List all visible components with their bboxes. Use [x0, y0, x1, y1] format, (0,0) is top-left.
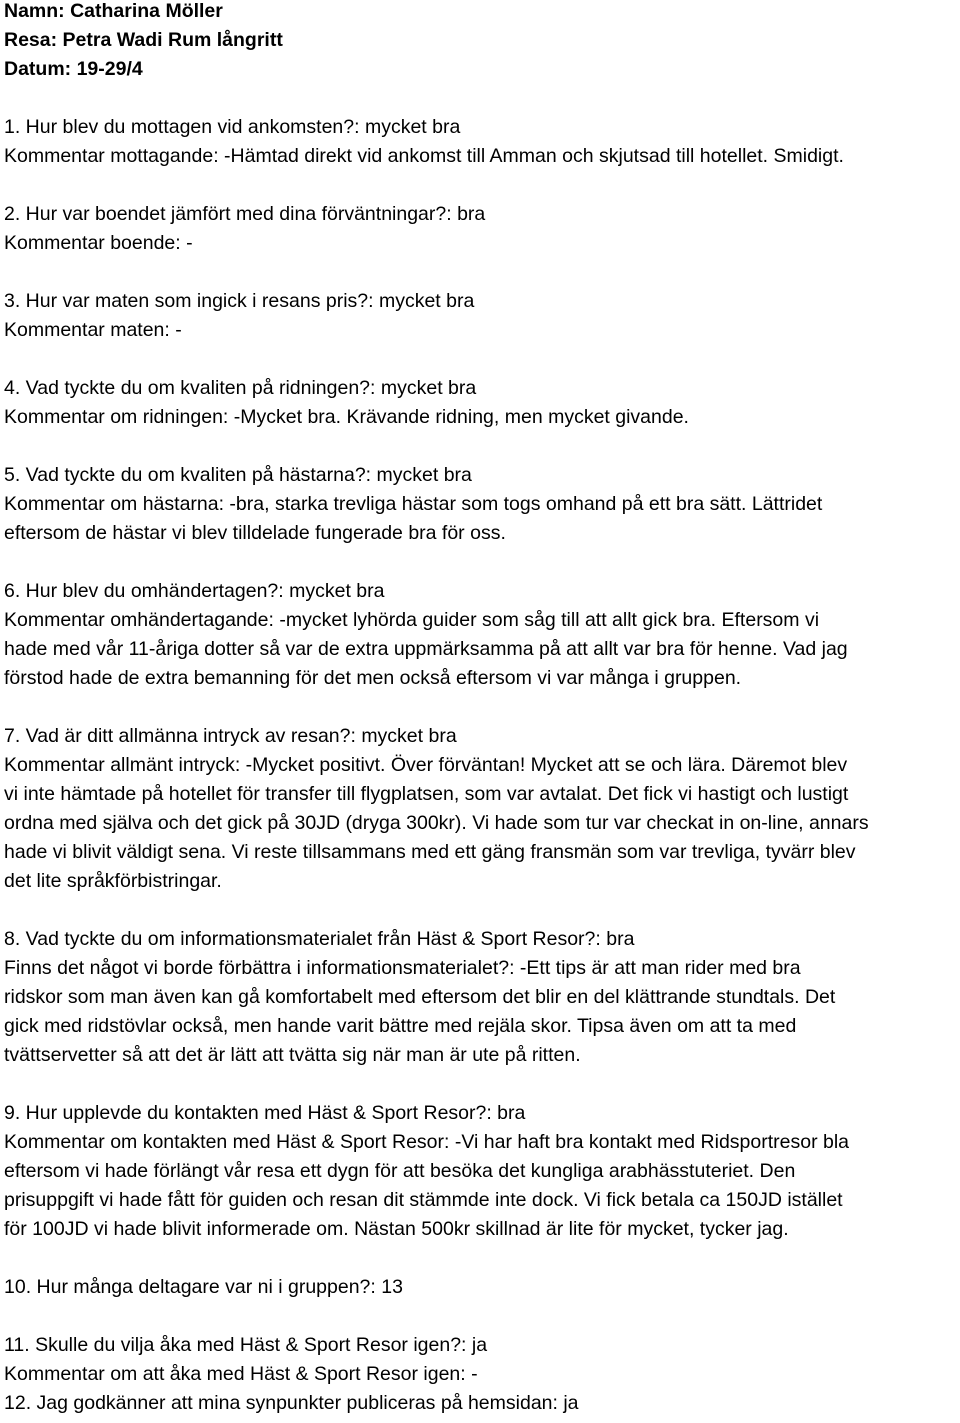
comment-line: eftersom de hästar vi blev tilldelade fungerade bra för oss. [4, 522, 506, 544]
comment-line: prisuppgift vi hade fått för guiden och resan dit stämmde inte dock. Vi fick betala ca 150JD istället [4, 1189, 843, 1211]
answer-block-12 [4, 1389, 958, 1418]
answer-block-9 [4, 1099, 958, 1244]
question-line: 5. Vad tyckte du om kvaliten på hästarna?: mycket bra [4, 464, 472, 486]
comment-line: Kommentar om ridningen: -Mycket bra. Krävande ridning, men mycket givande. [4, 406, 689, 428]
answers-list [4, 113, 958, 1418]
answer-block-4 [4, 374, 958, 432]
question-line: 7. Vad är ditt allmänna intryck av resan?: mycket bra [4, 725, 457, 747]
comment-line: det lite språkförbistringar. [4, 870, 222, 892]
question-line: 9. Hur upplevde du kontakten med Häst & Sport Resor?: bra [4, 1102, 526, 1124]
comment-line: Kommentar om hästarna: -bra, starka trevliga hästar som togs omhand på ett bra sätt. Lättridet [4, 493, 823, 515]
comment-line: Kommentar om att åka med Häst & Sport Resor igen: - [4, 1363, 478, 1385]
trip-name: Resa: Petra Wadi Rum långritt [4, 29, 283, 51]
answer-block-1 [4, 113, 958, 171]
answer-block-3 [4, 287, 958, 345]
question-line: 3. Hur var maten som ingick i resans pris?: mycket bra [4, 290, 475, 312]
comment-line: vi inte hämtade på hotellet för transfer till flygplatsen, som var avtalat. Det fick vi hastigt och lustigt [4, 783, 849, 805]
question-line: 10. Hur många deltagare var ni i gruppen?: 13 [4, 1276, 403, 1298]
comment-line: Kommentar omhändertagande: -mycket lyhörda guider som såg till att allt gick bra. Eftersom vi [4, 609, 820, 631]
comment-line: hade med vår 11-åriga dotter så var de extra uppmärksamma på att allt var bra för henne. Vad jag [4, 638, 848, 660]
comment-line: ordna med själva och det gick på 30JD (dryga 300kr). Vi hade som tur var checkat in on-line, annars [4, 812, 869, 834]
comment-line: förstod hade de extra bemanning för det men också eftersom vi var många i gruppen. [4, 667, 742, 689]
question-line: 11. Skulle du vilja åka med Häst & Sport Resor igen?: ja [4, 1334, 488, 1356]
comment-line: Kommentar maten: - [4, 319, 182, 341]
question-line: 4. Vad tyckte du om kvaliten på ridningen?: mycket bra [4, 377, 477, 399]
answer-block-10 [4, 1273, 958, 1302]
comment-line: Kommentar boende: - [4, 232, 193, 254]
question-line: 12. Jag godkänner att mina synpunkter publiceras på hemsidan: ja [4, 1392, 579, 1414]
survey-document [4, 0, 958, 1418]
question-line: 2. Hur var boendet jämfört med dina förväntningar?: bra [4, 203, 486, 225]
document-header [4, 0, 958, 84]
answer-block-11 [4, 1331, 958, 1389]
question-line: 8. Vad tyckte du om informationsmaterialet från Häst & Sport Resor?: bra [4, 928, 635, 950]
answer-block-7 [4, 722, 958, 896]
respondent-name: Namn: Catharina Möller [4, 0, 223, 22]
trip-date: Datum: 19-29/4 [4, 58, 143, 80]
answer-block-2 [4, 200, 958, 258]
answer-block-5 [4, 461, 958, 548]
comment-line: hade vi blivit väldigt sena. Vi reste tillsammans med ett gäng fransmän som var trevliga, tyvärr blev [4, 841, 856, 863]
answer-block-8 [4, 925, 958, 1070]
question-line: 1. Hur blev du mottagen vid ankomsten?: mycket bra [4, 116, 461, 138]
comment-line: Kommentar mottagande: -Hämtad direkt vid ankomst till Amman och skjutsad till hotellet. Smidigt. [4, 145, 844, 167]
comment-line: Kommentar om kontakten med Häst & Sport Resor: -Vi har haft bra kontakt med Ridsportresor bla [4, 1131, 850, 1153]
comment-line: ridskor som man även kan gå komfortabelt med eftersom det blir en del klättrande stundtals. Det [4, 986, 836, 1008]
answer-block-6 [4, 577, 958, 693]
comment-line: tvättservetter så att det är lätt att tvätta sig när man är ute på ritten. [4, 1044, 581, 1066]
comment-line: Kommentar allmänt intryck: -Mycket positivt. Över förväntan! Mycket att se och lära. Däremot blev [4, 754, 848, 776]
comment-line: för 100JD vi hade blivit informerade om. Nästan 500kr skillnad är lite för mycket, tycker jag. [4, 1218, 789, 1240]
comment-line: gick med ridstövlar också, men hande varit bättre med rejäla skor. Tipsa även om att ta med [4, 1015, 797, 1037]
comment-line: Finns det något vi borde förbättra i informationsmaterialet?: -Ett tips är att man rider med bra [4, 957, 801, 979]
comment-line: eftersom vi hade förlängt vår resa ett dygn för att besöka det kungliga arabhässtuteriet. Den [4, 1160, 796, 1182]
question-line: 6. Hur blev du omhändertagen?: mycket bra [4, 580, 385, 602]
